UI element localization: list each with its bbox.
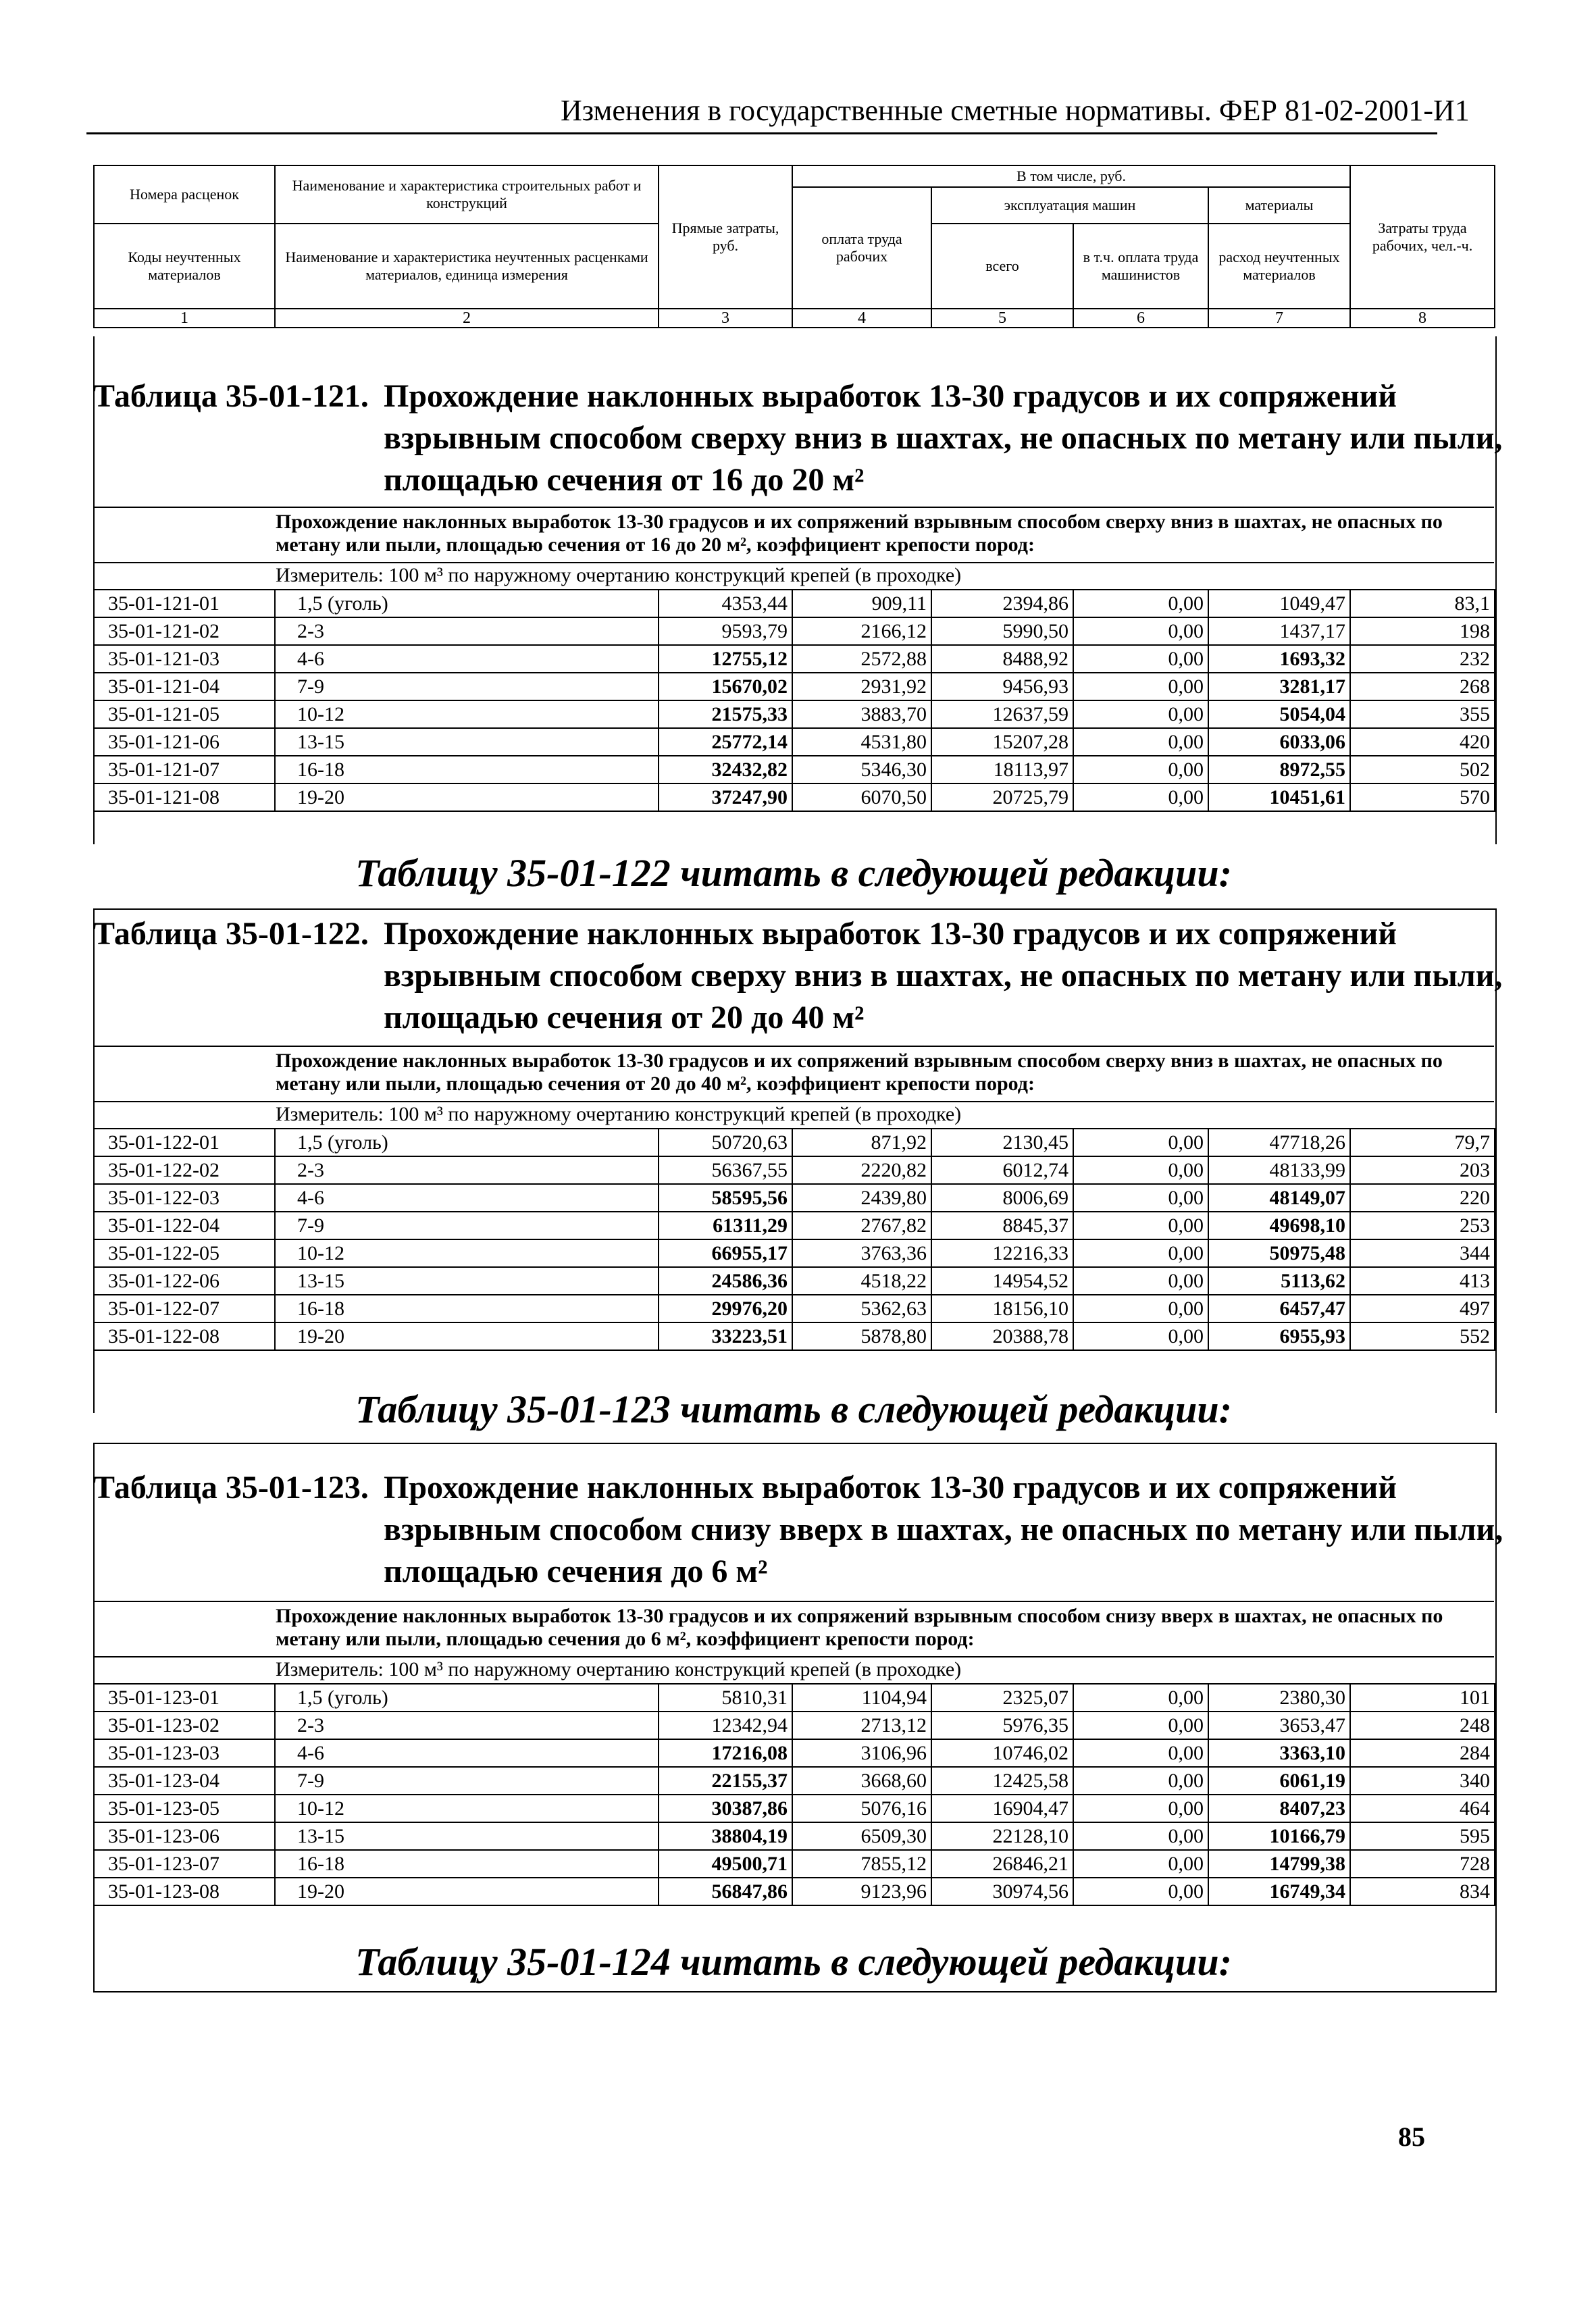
operators-pay-cell: 0,00 <box>1073 1129 1208 1156</box>
operators-pay-cell: 0,00 <box>1073 1795 1208 1822</box>
direct-cost-cell: 49500,71 <box>659 1850 792 1878</box>
divider <box>93 562 1494 563</box>
rock-hardness-cell: 1,5 (уголь) <box>275 1684 659 1712</box>
labor-pay-cell: 2220,82 <box>792 1156 931 1184</box>
rock-hardness-cell: 16-18 <box>275 756 659 783</box>
table-title-text: Прохождение наклонных выработок 13-30 градусов и их сопряжений взрывным способом сверху вниз в шахтах, не опасных по метану или пыли, площадью сечения от 16 до 20 м² <box>384 378 1503 498</box>
page-number: 85 <box>1398 2122 1425 2152</box>
machines-cost-cell: 15207,28 <box>931 728 1073 756</box>
col-operators-pay-header: в т.ч. оплата труда машинистов <box>1073 224 1208 309</box>
direct-cost-cell: 38804,19 <box>659 1822 792 1850</box>
direct-cost-cell: 25772,14 <box>659 728 792 756</box>
direct-cost-cell: 17216,08 <box>659 1739 792 1767</box>
labor-pay-cell: 3106,96 <box>792 1739 931 1767</box>
divider <box>93 1601 1494 1602</box>
direct-cost-cell: 32432,82 <box>659 756 792 783</box>
labor-pay-cell: 5346,30 <box>792 756 931 783</box>
divider <box>93 1656 1494 1657</box>
materials-cost-cell: 14799,38 <box>1208 1850 1350 1878</box>
table-row <box>94 1184 1495 1212</box>
labor-pay-cell: 909,11 <box>792 590 931 617</box>
labor-hours-cell: 101 <box>1350 1684 1495 1712</box>
direct-cost-cell: 29976,20 <box>659 1295 792 1322</box>
machines-cost-cell: 10746,02 <box>931 1739 1073 1767</box>
col-materials-header: материалы <box>1208 187 1350 224</box>
table-row <box>94 1212 1495 1239</box>
materials-cost-cell: 2380,30 <box>1208 1684 1350 1712</box>
operators-pay-cell: 0,00 <box>1073 1850 1208 1878</box>
rate-code-cell: 35-01-122-07 <box>94 1295 275 1322</box>
machines-cost-cell: 14954,52 <box>931 1267 1073 1295</box>
operators-pay-cell: 0,00 <box>1073 756 1208 783</box>
machines-cost-cell: 8488,92 <box>931 645 1073 673</box>
rate-code-cell: 35-01-123-04 <box>94 1767 275 1795</box>
table-row <box>94 783 1495 811</box>
operators-pay-cell: 0,00 <box>1073 1239 1208 1267</box>
rock-hardness-cell: 13-15 <box>275 1822 659 1850</box>
labor-pay-cell: 4531,80 <box>792 728 931 756</box>
rate-code-cell: 35-01-123-06 <box>94 1822 275 1850</box>
col-number: 7 <box>1208 309 1350 328</box>
materials-cost-cell: 47718,26 <box>1208 1129 1350 1156</box>
machines-cost-cell: 20388,78 <box>931 1322 1073 1350</box>
rate-code-cell: 35-01-121-05 <box>94 700 275 728</box>
labor-hours-cell: 79,7 <box>1350 1129 1495 1156</box>
rock-hardness-cell: 16-18 <box>275 1850 659 1878</box>
divider <box>93 507 1494 508</box>
direct-cost-cell: 30387,86 <box>659 1795 792 1822</box>
materials-cost-cell: 3281,17 <box>1208 673 1350 700</box>
table-description: Прохождение наклонных выработок 13-30 градусов и их сопряжений взрывным способом сверху вниз в шахтах, не опасных по метану или пыли, площадью сечения от 20 до 40 м², коэффициент крепости пород: <box>276 1050 1443 1095</box>
labor-pay-cell: 2439,80 <box>792 1184 931 1212</box>
direct-cost-cell: 33223,51 <box>659 1322 792 1350</box>
operators-pay-cell: 0,00 <box>1073 1295 1208 1322</box>
labor-hours-cell: 355 <box>1350 700 1495 728</box>
materials-cost-cell: 6033,06 <box>1208 728 1350 756</box>
rock-hardness-cell: 1,5 (уголь) <box>275 590 659 617</box>
table-row <box>94 1684 1495 1712</box>
labor-pay-cell: 1104,94 <box>792 1684 931 1712</box>
machines-cost-cell: 18156,10 <box>931 1295 1073 1322</box>
materials-cost-cell: 10166,79 <box>1208 1822 1350 1850</box>
direct-cost-cell: 9593,79 <box>659 617 792 645</box>
machines-cost-cell: 12637,59 <box>931 700 1073 728</box>
materials-cost-cell: 48149,07 <box>1208 1184 1350 1212</box>
redaction-note: Таблицу 35-01-123 читать в следующей редакции: <box>355 1387 1232 1431</box>
operators-pay-cell: 0,00 <box>1073 1684 1208 1712</box>
rate-code-cell: 35-01-121-03 <box>94 645 275 673</box>
direct-cost-cell: 61311,29 <box>659 1212 792 1239</box>
direct-cost-cell: 5810,31 <box>659 1684 792 1712</box>
machines-cost-cell: 5976,35 <box>931 1712 1073 1739</box>
operators-pay-cell: 0,00 <box>1073 1212 1208 1239</box>
labor-pay-cell: 9123,96 <box>792 1878 931 1905</box>
machines-cost-cell: 30974,56 <box>931 1878 1073 1905</box>
labor-hours-cell: 413 <box>1350 1267 1495 1295</box>
rock-hardness-cell: 19-20 <box>275 783 659 811</box>
divider <box>93 1101 1494 1102</box>
rock-hardness-cell: 4-6 <box>275 1739 659 1767</box>
labor-hours-cell: 83,1 <box>1350 590 1495 617</box>
rate-code-cell: 35-01-122-01 <box>94 1129 275 1156</box>
table-row <box>94 1712 1495 1739</box>
table-row <box>94 590 1495 617</box>
machines-cost-cell: 22128,10 <box>931 1822 1073 1850</box>
direct-cost-cell: 24586,36 <box>659 1267 792 1295</box>
labor-hours-cell: 203 <box>1350 1156 1495 1184</box>
table-title-text: Прохождение наклонных выработок 13-30 градусов и их сопряжений взрывным способом снизу вверх в шахтах, не опасных по метану или пыли, площадью сечения до 6 м² <box>384 1470 1503 1589</box>
rock-hardness-cell: 19-20 <box>275 1878 659 1905</box>
col-rate-number-header: Номера расценок <box>94 165 275 224</box>
table-row <box>94 1822 1495 1850</box>
rock-hardness-cell: 19-20 <box>275 1322 659 1350</box>
rate-code-cell: 35-01-122-05 <box>94 1239 275 1267</box>
table-row <box>94 756 1495 783</box>
operators-pay-cell: 0,00 <box>1073 728 1208 756</box>
table-row <box>94 1850 1495 1878</box>
table-row <box>94 1295 1495 1322</box>
rate-code-cell: 35-01-123-02 <box>94 1712 275 1739</box>
table-number: Таблица 35-01-123. <box>93 1470 369 1506</box>
rate-code-cell: 35-01-121-04 <box>94 673 275 700</box>
materials-cost-cell: 8407,23 <box>1208 1795 1350 1822</box>
materials-cost-cell: 49698,10 <box>1208 1212 1350 1239</box>
labor-hours-cell: 728 <box>1350 1850 1495 1878</box>
materials-cost-cell: 6955,93 <box>1208 1322 1350 1350</box>
direct-cost-cell: 21575,33 <box>659 700 792 728</box>
table-row <box>94 673 1495 700</box>
table-row <box>94 1878 1495 1905</box>
table-row <box>94 645 1495 673</box>
labor-hours-cell: 253 <box>1350 1212 1495 1239</box>
table-measure: Измеритель: 100 м³ по наружному очертанию конструкций крепей (в проходке) <box>276 1658 962 1680</box>
col-number: 1 <box>94 309 275 328</box>
direct-cost-cell: 22155,37 <box>659 1767 792 1795</box>
rock-hardness-cell: 13-15 <box>275 728 659 756</box>
rock-hardness-cell: 13-15 <box>275 1267 659 1295</box>
header-rule <box>86 132 1437 134</box>
labor-pay-cell: 2166,12 <box>792 617 931 645</box>
labor-hours-cell: 344 <box>1350 1239 1495 1267</box>
rate-code-cell: 35-01-122-03 <box>94 1184 275 1212</box>
table-row <box>94 1129 1495 1156</box>
rate-code-cell: 35-01-122-08 <box>94 1322 275 1350</box>
rock-hardness-cell: 4-6 <box>275 1184 659 1212</box>
machines-cost-cell: 2394,86 <box>931 590 1073 617</box>
labor-hours-cell: 268 <box>1350 673 1495 700</box>
materials-cost-cell: 1049,47 <box>1208 590 1350 617</box>
machines-cost-cell: 18113,97 <box>931 756 1073 783</box>
operators-pay-cell: 0,00 <box>1073 590 1208 617</box>
rate-code-cell: 35-01-123-07 <box>94 1850 275 1878</box>
table-row <box>94 1156 1495 1184</box>
direct-cost-cell: 15670,02 <box>659 673 792 700</box>
col-materials-consumption-header: расход неучтенных материалов <box>1208 224 1350 309</box>
rock-hardness-cell: 4-6 <box>275 645 659 673</box>
col-material-code-header: Коды неучтенных материалов <box>94 224 275 309</box>
labor-hours-cell: 834 <box>1350 1878 1495 1905</box>
rock-hardness-cell: 10-12 <box>275 700 659 728</box>
table-measure: Измеритель: 100 м³ по наружному очертанию конструкций крепей (в проходке) <box>276 1103 962 1125</box>
col-labor-pay-header: оплата труда рабочих <box>792 187 931 309</box>
col-work-name-header: Наименование и характеристика строительных работ и конструкций <box>275 165 659 224</box>
labor-pay-cell: 6509,30 <box>792 1822 931 1850</box>
rock-hardness-cell: 10-12 <box>275 1795 659 1822</box>
labor-hours-cell: 595 <box>1350 1822 1495 1850</box>
col-material-name-header: Наименование и характеристика неучтенных расценками материалов, единица измерения <box>275 224 659 309</box>
rate-code-cell: 35-01-121-07 <box>94 756 275 783</box>
labor-pay-cell: 3763,36 <box>792 1239 931 1267</box>
direct-cost-cell: 37247,90 <box>659 783 792 811</box>
operators-pay-cell: 0,00 <box>1073 617 1208 645</box>
divider <box>93 1046 1494 1047</box>
materials-cost-cell: 3363,10 <box>1208 1739 1350 1767</box>
rock-hardness-cell: 2-3 <box>275 1712 659 1739</box>
direct-cost-cell: 56367,55 <box>659 1156 792 1184</box>
table-row <box>94 617 1495 645</box>
operators-pay-cell: 0,00 <box>1073 1267 1208 1295</box>
rock-hardness-cell: 7-9 <box>275 673 659 700</box>
materials-cost-cell: 8972,55 <box>1208 756 1350 783</box>
column-header-table <box>93 165 1495 328</box>
operators-pay-cell: 0,00 <box>1073 673 1208 700</box>
table-row <box>94 728 1495 756</box>
rate-code-cell: 35-01-121-06 <box>94 728 275 756</box>
labor-hours-cell: 502 <box>1350 756 1495 783</box>
materials-cost-cell: 6457,47 <box>1208 1295 1350 1322</box>
col-number: 5 <box>931 309 1073 328</box>
labor-hours-cell: 340 <box>1350 1767 1495 1795</box>
materials-cost-cell: 10451,61 <box>1208 783 1350 811</box>
materials-cost-cell: 5113,62 <box>1208 1267 1350 1295</box>
col-number: 3 <box>659 309 792 328</box>
col-number: 4 <box>792 309 931 328</box>
rate-code-cell: 35-01-121-02 <box>94 617 275 645</box>
labor-hours-cell: 220 <box>1350 1184 1495 1212</box>
operators-pay-cell: 0,00 <box>1073 1712 1208 1739</box>
labor-hours-cell: 248 <box>1350 1712 1495 1739</box>
table-row <box>94 1239 1495 1267</box>
operators-pay-cell: 0,00 <box>1073 645 1208 673</box>
data-table <box>93 1128 1495 1351</box>
direct-cost-cell: 4353,44 <box>659 590 792 617</box>
rate-code-cell: 35-01-123-03 <box>94 1739 275 1767</box>
materials-cost-cell: 50975,48 <box>1208 1239 1350 1267</box>
operators-pay-cell: 0,00 <box>1073 1767 1208 1795</box>
table-description: Прохождение наклонных выработок 13-30 градусов и их сопряжений взрывным способом снизу вверх в шахтах, не опасных по метану или пыли, площадью сечения до 6 м², коэффициент крепости пород: <box>276 1605 1443 1650</box>
rate-code-cell: 35-01-123-08 <box>94 1878 275 1905</box>
rock-hardness-cell: 7-9 <box>275 1212 659 1239</box>
rock-hardness-cell: 2-3 <box>275 1156 659 1184</box>
materials-cost-cell: 6061,19 <box>1208 1767 1350 1795</box>
labor-pay-cell: 3883,70 <box>792 700 931 728</box>
col-machines-header: эксплуатация машин <box>931 187 1208 224</box>
direct-cost-cell: 66955,17 <box>659 1239 792 1267</box>
col-including-header: В том числе, руб. <box>792 165 1350 187</box>
col-number: 2 <box>275 309 659 328</box>
machines-cost-cell: 12425,58 <box>931 1767 1073 1795</box>
labor-pay-cell: 6070,50 <box>792 783 931 811</box>
labor-hours-cell: 497 <box>1350 1295 1495 1322</box>
materials-cost-cell: 3653,47 <box>1208 1712 1350 1739</box>
labor-pay-cell: 5076,16 <box>792 1795 931 1822</box>
labor-pay-cell: 871,92 <box>792 1129 931 1156</box>
operators-pay-cell: 0,00 <box>1073 1184 1208 1212</box>
labor-hours-cell: 420 <box>1350 728 1495 756</box>
col-number: 8 <box>1350 309 1495 328</box>
machines-cost-cell: 26846,21 <box>931 1850 1073 1878</box>
rate-code-cell: 35-01-122-04 <box>94 1212 275 1239</box>
labor-hours-cell: 570 <box>1350 783 1495 811</box>
operators-pay-cell: 0,00 <box>1073 1878 1208 1905</box>
machines-cost-cell: 20725,79 <box>931 783 1073 811</box>
data-table <box>93 589 1495 812</box>
rate-code-cell: 35-01-122-06 <box>94 1267 275 1295</box>
operators-pay-cell: 0,00 <box>1073 1822 1208 1850</box>
table-row <box>94 700 1495 728</box>
materials-cost-cell: 16749,34 <box>1208 1878 1350 1905</box>
operators-pay-cell: 0,00 <box>1073 1322 1208 1350</box>
operators-pay-cell: 0,00 <box>1073 700 1208 728</box>
operators-pay-cell: 0,00 <box>1073 1156 1208 1184</box>
machines-cost-cell: 9456,93 <box>931 673 1073 700</box>
machines-cost-cell: 12216,33 <box>931 1239 1073 1267</box>
col-direct-cost-header: Прямые затраты, руб. <box>659 165 792 309</box>
materials-cost-cell: 48133,99 <box>1208 1156 1350 1184</box>
labor-pay-cell: 2713,12 <box>792 1712 931 1739</box>
operators-pay-cell: 0,00 <box>1073 783 1208 811</box>
labor-hours-cell: 284 <box>1350 1739 1495 1767</box>
table-title-text: Прохождение наклонных выработок 13-30 градусов и их сопряжений взрывным способом сверху вниз в шахтах, не опасных по метану или пыли, площадью сечения от 20 до 40 м² <box>384 916 1503 1035</box>
labor-pay-cell: 5362,63 <box>792 1295 931 1322</box>
col-machines-total-header: всего <box>931 224 1073 309</box>
direct-cost-cell: 12342,94 <box>659 1712 792 1739</box>
col-labor-cost-header: Затраты труда рабочих, чел.-ч. <box>1350 165 1495 309</box>
materials-cost-cell: 1437,17 <box>1208 617 1350 645</box>
machines-cost-cell: 2130,45 <box>931 1129 1073 1156</box>
table-measure: Измеритель: 100 м³ по наружному очертанию конструкций крепей (в проходке) <box>276 564 962 586</box>
table-row <box>94 1767 1495 1795</box>
col-number: 6 <box>1073 309 1208 328</box>
rock-hardness-cell: 1,5 (уголь) <box>275 1129 659 1156</box>
rate-code-cell: 35-01-123-01 <box>94 1684 275 1712</box>
direct-cost-cell: 12755,12 <box>659 645 792 673</box>
labor-pay-cell: 2931,92 <box>792 673 931 700</box>
redaction-note: Таблицу 35-01-122 читать в следующей редакции: <box>355 851 1232 895</box>
operators-pay-cell: 0,00 <box>1073 1739 1208 1767</box>
labor-hours-cell: 464 <box>1350 1795 1495 1822</box>
direct-cost-cell: 56847,86 <box>659 1878 792 1905</box>
rock-hardness-cell: 2-3 <box>275 617 659 645</box>
labor-pay-cell: 2767,82 <box>792 1212 931 1239</box>
labor-hours-cell: 552 <box>1350 1322 1495 1350</box>
redaction-note: Таблицу 35-01-124 читать в следующей редакции: <box>355 1940 1232 1984</box>
rock-hardness-cell: 7-9 <box>275 1767 659 1795</box>
labor-pay-cell: 2572,88 <box>792 645 931 673</box>
machines-cost-cell: 6012,74 <box>931 1156 1073 1184</box>
rate-code-cell: 35-01-122-02 <box>94 1156 275 1184</box>
table-description: Прохождение наклонных выработок 13-30 градусов и их сопряжений взрывным способом сверху вниз в шахтах, не опасных по метану или пыли, площадью сечения от 16 до 20 м², коэффициент крепости пород: <box>276 511 1443 556</box>
rate-code-cell: 35-01-123-05 <box>94 1795 275 1822</box>
document-header: Изменения в государственные сметные нормативы. ФЕР 81-02-2001-И1 <box>561 94 1470 127</box>
materials-cost-cell: 5054,04 <box>1208 700 1350 728</box>
labor-pay-cell: 7855,12 <box>792 1850 931 1878</box>
rock-hardness-cell: 10-12 <box>275 1239 659 1267</box>
labor-pay-cell: 4518,22 <box>792 1267 931 1295</box>
direct-cost-cell: 50720,63 <box>659 1129 792 1156</box>
machines-cost-cell: 8845,37 <box>931 1212 1073 1239</box>
machines-cost-cell: 16904,47 <box>931 1795 1073 1822</box>
labor-hours-cell: 232 <box>1350 645 1495 673</box>
table-row <box>94 1267 1495 1295</box>
table-number: Таблица 35-01-122. <box>93 916 369 952</box>
machines-cost-cell: 5990,50 <box>931 617 1073 645</box>
rate-code-cell: 35-01-121-08 <box>94 783 275 811</box>
table-row <box>94 1739 1495 1767</box>
materials-cost-cell: 1693,32 <box>1208 645 1350 673</box>
rate-code-cell: 35-01-121-01 <box>94 590 275 617</box>
labor-pay-cell: 3668,60 <box>792 1767 931 1795</box>
table-number: Таблица 35-01-121. <box>93 378 369 414</box>
data-table <box>93 1683 1495 1906</box>
table-row <box>94 1795 1495 1822</box>
direct-cost-cell: 58595,56 <box>659 1184 792 1212</box>
labor-hours-cell: 198 <box>1350 617 1495 645</box>
table-row <box>94 1322 1495 1350</box>
labor-pay-cell: 5878,80 <box>792 1322 931 1350</box>
rock-hardness-cell: 16-18 <box>275 1295 659 1322</box>
machines-cost-cell: 8006,69 <box>931 1184 1073 1212</box>
machines-cost-cell: 2325,07 <box>931 1684 1073 1712</box>
